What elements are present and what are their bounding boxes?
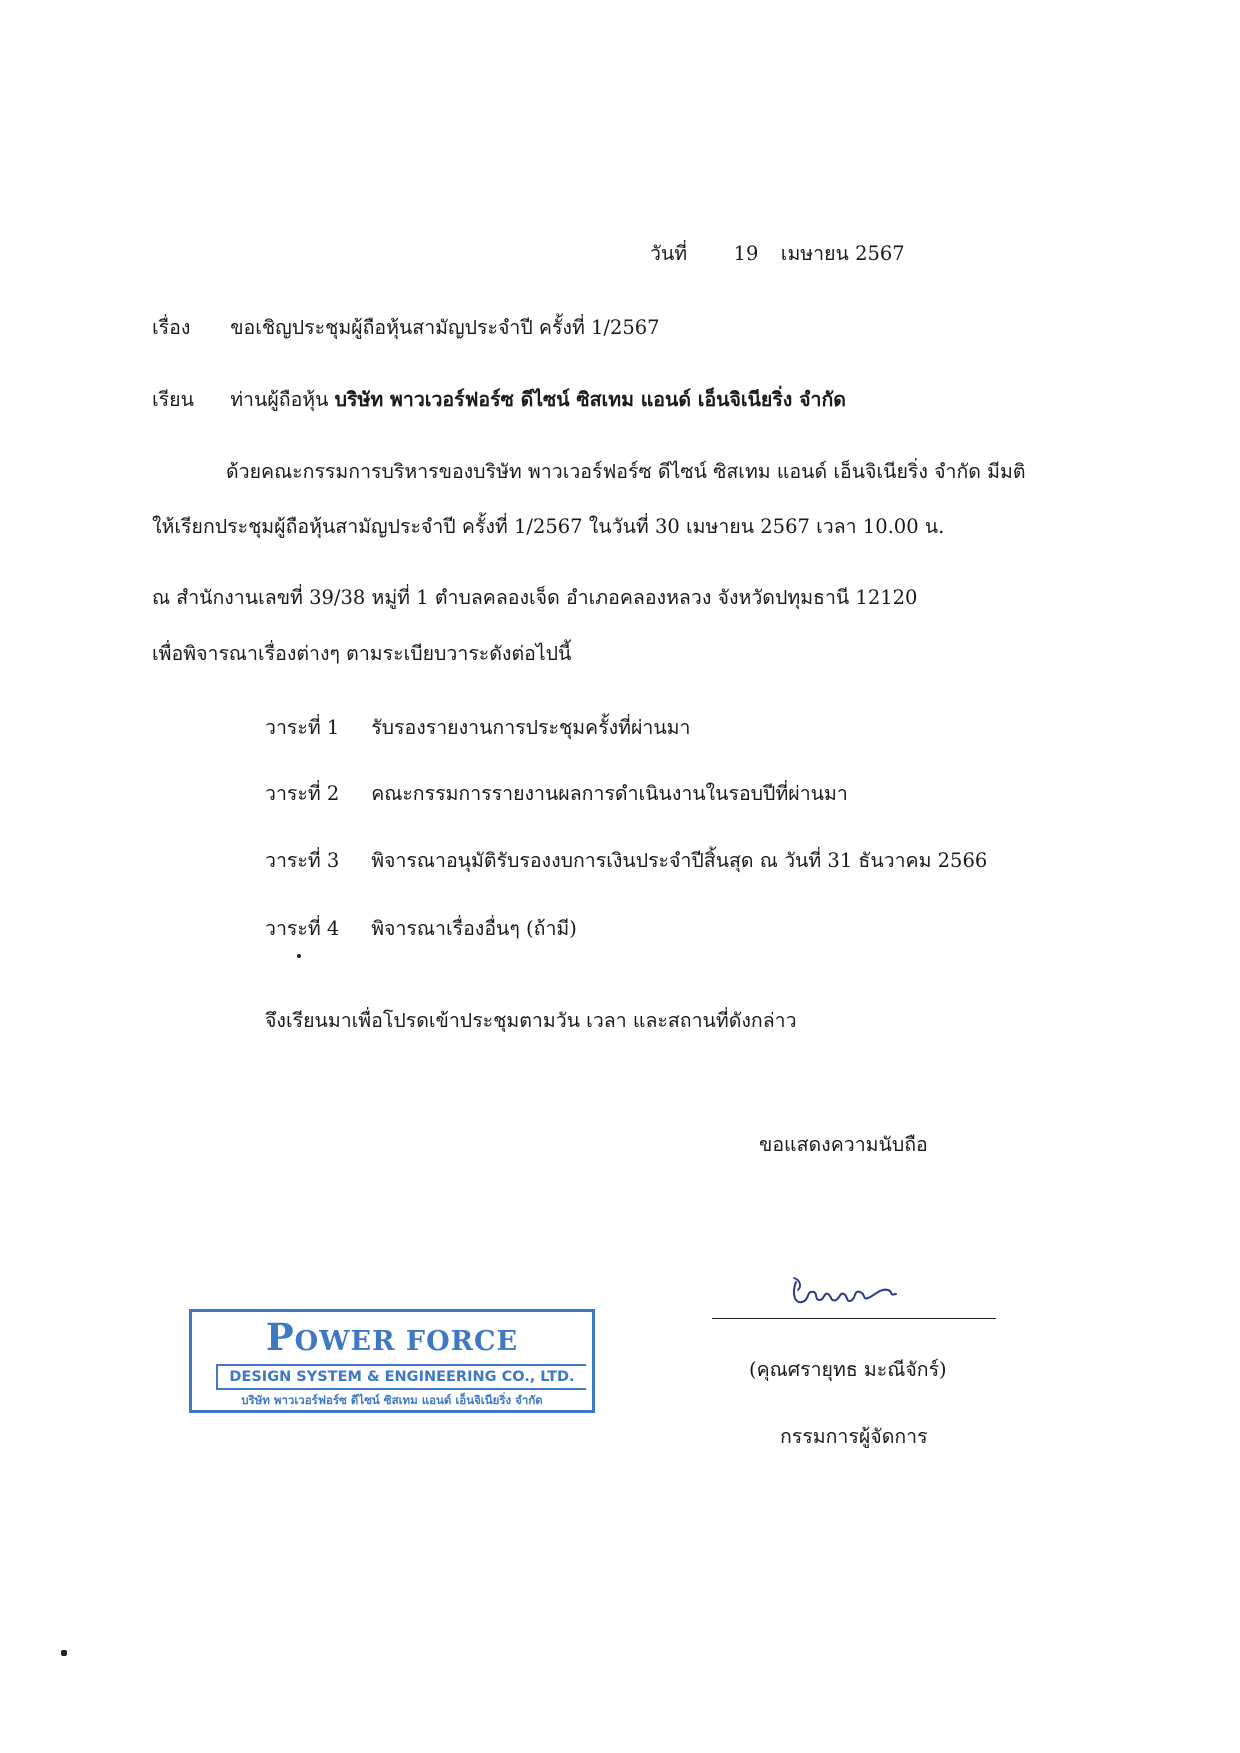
agenda-item (265, 849, 987, 872)
date-year: 2567 (855, 242, 905, 265)
handwritten-signature (788, 1270, 918, 1320)
subject-line (152, 316, 660, 339)
stamp-brand-rest: OWER FORCE (294, 1326, 519, 1357)
body-line-3: ณ สำนักงานเลขที่ 39/38 หมู่ที่ 1 ตำบลคลองเจ็ด อำเภอคลองหลวง จังหวัดปทุมธานี 12120 (152, 586, 918, 609)
regards-line: ขอแสดงความนับถือ (759, 1133, 928, 1156)
recipient-company: บริษัท พาวเวอร์ฟอร์ซ ดีไซน์ ซิสเทม แอนด์ เอ็นจิเนียริ่ง จำกัด (334, 388, 846, 411)
stamp-english: DESIGN SYSTEM & ENGINEERING CO., LTD. (216, 1364, 586, 1390)
agenda-item (265, 782, 848, 805)
stamp-brand-initial: P (265, 1315, 295, 1359)
signer-name: (คุณศรายุทธ มะณีจักร์) (749, 1358, 947, 1381)
closing-line: จึงเรียนมาเพื่อโปรดเข้าประชุมตามวัน เวลา และสถานที่ดังกล่าว (265, 1009, 797, 1032)
signer-title: กรรมการผู้จัดการ (780, 1425, 928, 1448)
date-month: เมษายน (780, 242, 849, 265)
date-label: วันที่ (650, 242, 688, 265)
recipient-line (152, 388, 846, 411)
agenda-label: วาระที่ 2 (265, 782, 340, 805)
signature-line (712, 1318, 996, 1319)
agenda-item (265, 917, 577, 940)
date-line (650, 242, 905, 265)
scan-speck (297, 954, 301, 958)
agenda-label: วาระที่ 1 (265, 716, 340, 739)
subject-text: ขอเชิญประชุมผู้ถือหุ้นสามัญประจำปี ครั้งที่ 1/2567 (230, 316, 660, 339)
date-day: 19 (733, 242, 759, 265)
body-line-1: ด้วยคณะกรรมการบริหารของบริษัท พาวเวอร์ฟอร์ซ ดีไซน์ ซิสเทม แอนด์ เอ็นจิเนียริ่ง จำกัด มีมติ (226, 460, 1026, 483)
stamp-brand (192, 1315, 592, 1359)
recipient-prefix: ท่านผู้ถือหุ้น (230, 388, 329, 411)
subject-label: เรื่อง (152, 316, 191, 339)
agenda-text: คณะกรรมการรายงานผลการดำเนินงานในรอบปีที่ผ่านมา (371, 782, 848, 805)
agenda-text: พิจารณาอนุมัติรับรองงบการเงินประจำปีสิ้นสุด ณ วันที่ 31 ธันวาคม 2566 (371, 849, 988, 872)
scan-speck (61, 1650, 67, 1656)
agenda-text: รับรองรายงานการประชุมครั้งที่ผ่านมา (371, 716, 691, 739)
agenda-item (265, 716, 690, 739)
recipient-label: เรียน (152, 388, 194, 411)
agenda-text: พิจารณาเรื่องอื่นๆ (ถ้ามี) (371, 917, 577, 940)
stamp-thai: บริษัท พาวเวอร์ฟอร์ซ ดีไซน์ ซิสเทม แอนด์ เอ็นจิเนียริ่ง จำกัด (241, 1393, 543, 1407)
agenda-label: วาระที่ 3 (265, 849, 340, 872)
company-stamp (189, 1309, 595, 1413)
body-line-4: เพื่อพิจารณาเรื่องต่างๆ ตามระเบียบวาระดังต่อไปนี้ (152, 642, 572, 665)
agenda-label: วาระที่ 4 (265, 917, 340, 940)
body-line-2: ให้เรียกประชุมผู้ถือหุ้นสามัญประจำปี ครั้งที่ 1/2567 ในวันที่ 30 เมษายน 2567 เวลา 10.00 น. (152, 515, 945, 538)
